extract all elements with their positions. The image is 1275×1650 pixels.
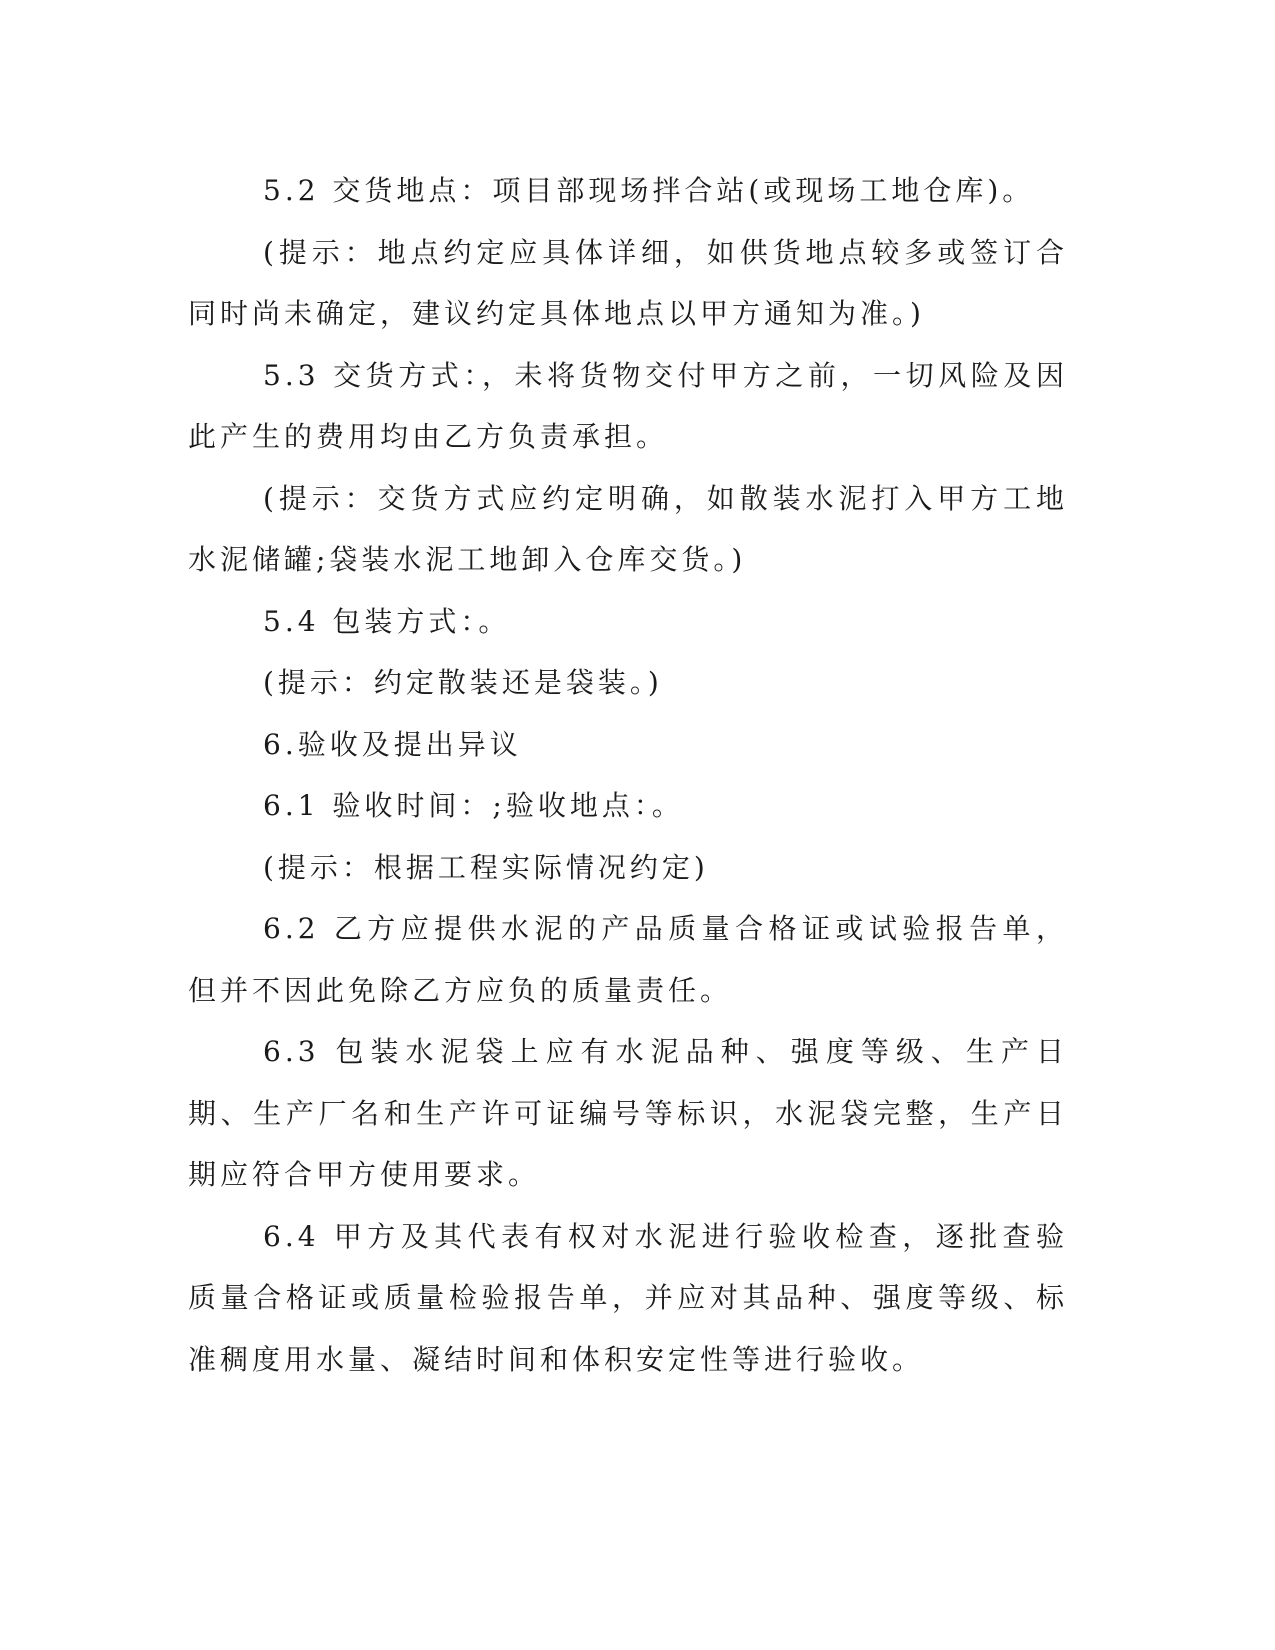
document-body <box>188 160 1068 1390</box>
paragraph-5-4: 5.4 包装方式：。 <box>263 604 511 638</box>
paragraph-6-3: 6.3 包装水泥袋上应有水泥品种、强度等级、生产日期、生产厂名和生产许可证编号等标识，水泥袋完整，生产日期应符合甲方使用要求。 <box>188 1035 1068 1191</box>
paragraph-5-2: 5.2 交货地点：项目部现场拌合站(或现场工地仓库)。 <box>263 174 1035 207</box>
section-heading-6: 6.验收及提出异议 <box>263 727 522 761</box>
paragraph-6-2: 6.2 乙方应提供水泥的产品质量合格证或试验报告单，但并不因此免除乙方应负的质量责任。 <box>188 912 1068 1007</box>
paragraph-hint-packaging: (提示：约定散装还是袋装。) <box>263 666 663 699</box>
paragraph-hint-inspection: (提示：根据工程实际情况约定) <box>263 850 709 884</box>
paragraph-6-4: 6.4 甲方及其代表有权对水泥进行验收检查，逐批查验质量合格证或质量检验报告单，并应对其品种、强度等级、标准稠度用水量、凝结时间和体积安定性等进行验收。 <box>188 1219 1068 1376</box>
paragraph-hint-delivery: (提示：交货方式应约定明确，如散装水泥打入甲方工地水泥储罐;袋装水泥工地卸入仓库交货。) <box>188 481 1068 576</box>
paragraph-5-3: 5.3 交货方式：，未将货物交付甲方之前，一切风险及因此产生的费用均由乙方负责承担。 <box>188 358 1068 453</box>
paragraph-hint-location: (提示：地点约定应具体详细，如供货地点较多或签订合同时尚未确定，建议约定具体地点以甲方通知为准。) <box>188 235 1068 330</box>
paragraph-6-1: 6.1 验收时间：;验收地点：。 <box>263 789 684 822</box>
